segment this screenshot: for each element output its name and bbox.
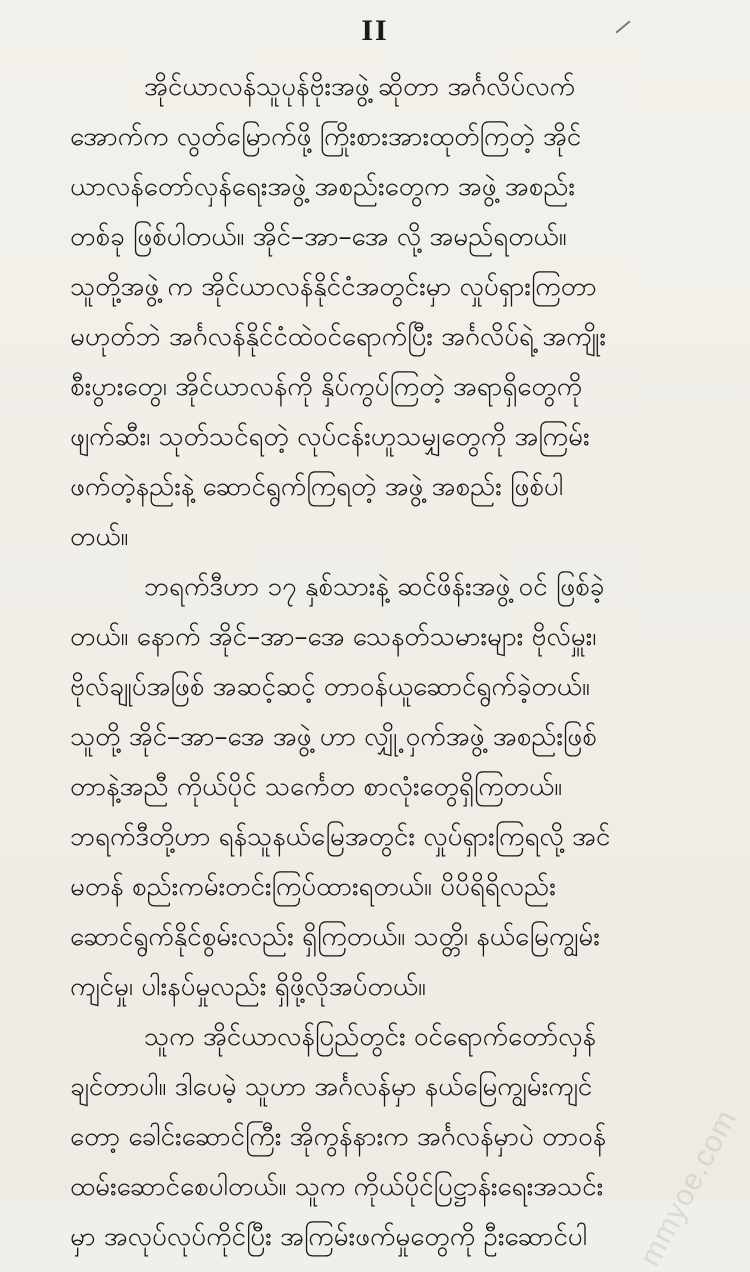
text-line: မဟုတ်ဘဲ အင်္ဂလန်နိုင်ငံထဲဝင်ရောက်ပြီး အင်္ဂလိပ်ရဲ့ အကျိုး [70, 322, 607, 352]
text-line: မှာ အလုပ်လုပ်ကိုင်ပြီး အကြမ်းဖက်မှုတွေကို ဦးဆောင်ပါ [70, 1222, 588, 1252]
text-line: ဘရက်ဒီဟာ ၁၇ နှစ်သားနဲ့ ဆင်ဖိန်းအဖွဲ့ ဝင် ဖြစ်ခဲ့ [144, 572, 605, 602]
text-line: ဆောင်ရွက်နိုင်စွမ်းလည်း ရှိကြတယ်။ သတ္တိ၊ နယ်မြေကျွမ်း [70, 922, 600, 952]
text-line: စီးပွားတွေ၊ အိုင်ယာလန်ကို နှိပ်ကွပ်ကြတဲ့ အရာရှိတွေကို [70, 372, 583, 402]
page-number: II [361, 14, 389, 47]
text-line: ဘရက်ဒီတို့ဟာ ရန်သူနယ်မြေအတွင်း လှုပ်ရှားကြရလို့ အင် [70, 822, 611, 852]
text-line: သူက အိုင်ယာလန်ပြည်တွင်း ဝင်ရောက်တော်လှန် [144, 1022, 596, 1052]
text-line: တယ်။ [70, 522, 129, 552]
text-line: တယ်။ နောက် အိုင်–အာ–အေ သေနတ်သမားများ ဗိုလ်မှူး၊ [70, 622, 597, 652]
text-line: ဖက်တဲ့နည်းနဲ့ ဆောင်ရွက်ကြရတဲ့ အဖွဲ့ အစည်း ဖြစ်ပါ [70, 472, 564, 502]
text-line: ယာလန်တော်လှန်ရေးအဖွဲ့ အစည်းတွေက အဖွဲ့ အစည်း [70, 172, 575, 202]
text-line: မတန် စည်းကမ်းတင်းကြပ်ထားရတယ်။ ပိပိရိရိလည်း [70, 872, 556, 902]
text-line: ဖျက်ဆီး၊ သုတ်သင်ရတဲ့ လုပ်ငန်းဟူသမျှတွေကို အကြမ်း [70, 422, 590, 452]
text-line: ထမ်းဆောင်စေပါတယ်။ သူက ကိုယ်ပိုင်ပြဋ္ဌာန်းရေးအသင်း [70, 1172, 604, 1202]
text-line: တာနဲ့အညီ ကိုယ်ပိုင် သင်္ကေတ စာလုံးတွေရှိကြတယ်။ [70, 772, 563, 802]
text-line: တော့ ခေါင်းဆောင်ကြီး အိုကွန်နားက အင်္ဂလန်မှာပဲ တာဝန် [70, 1122, 607, 1152]
text-line: သူတို့အဖွဲ့ က အိုင်ယာလန်နိုင်ငံအတွင်းမှာ လှုပ်ရှားကြတာ [70, 272, 597, 302]
text-line: တစ်ခု ဖြစ်ပါတယ်။ အိုင်–အာ–အေ လို့ အမည်ရတယ်။ [70, 222, 567, 252]
text-line: အောက်က လွတ်မြောက်ဖို့ ကြိုးစားအားထုတ်ကြတဲ့ အိုင် [70, 122, 582, 152]
text-line: ချင်တာပါ။ ဒါပေမဲ့ သူဟာ အင်္ဂလန်မှာ နယ်မြေကျွမ်းကျင် [70, 1072, 593, 1102]
text-line: ဗိုလ်ချုပ်အဖြစ် အဆင့်ဆင့် တာဝန်ယူဆောင်ရွက်ခဲ့တယ်။ [70, 672, 590, 702]
text-line: အိုင်ယာလန်သူပုန်ဗိုးအဖွဲ့ ဆိုတာ အင်္ဂလိပ်လက် [144, 72, 576, 102]
text-line: ကျင်မှု၊ ပါးနပ်မှုလည်း ရှိဖို့လိုအပ်တယ်။ [70, 972, 426, 1002]
site-watermark: mmyoe.com [633, 1104, 744, 1272]
text-line: သူတို့ အိုင်–အာ–အေ အဖွဲ့ ဟာ လျှို့ ဝှက်အဖွဲ့ အစည်းဖြစ် [70, 722, 597, 752]
body-text [70, 62, 710, 1262]
